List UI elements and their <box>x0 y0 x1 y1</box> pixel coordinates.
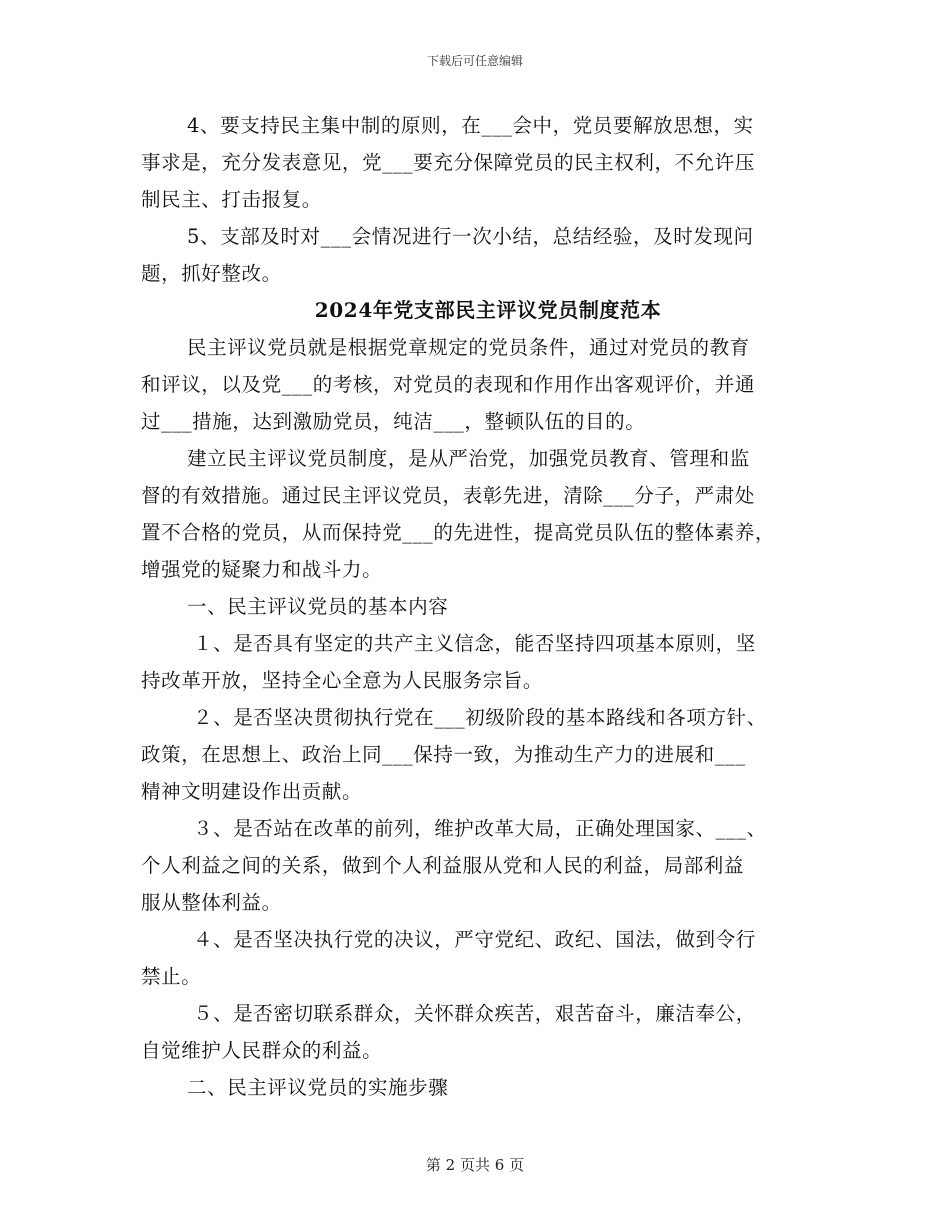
paragraph-line: 精神文明建设作出贡献。 <box>141 780 363 803</box>
paragraph-line: 自觉维护人民群众的利益。 <box>141 1039 383 1062</box>
paragraph-line: ５、是否密切联系群众，关怀群众疾苦，艰苦奋斗，廉洁奉公， <box>193 1002 756 1025</box>
paragraph-line: ４、是否坚决执行党的决议，严守党纪、政纪、国法，做到令行 <box>193 928 756 951</box>
paragraph-line: 和评议，以及党___的考核，对党员的表现和作用作出客观评价，并通 <box>141 373 755 396</box>
paragraph-line: 服从整体利益。 <box>141 891 282 914</box>
paragraph-line: 题，抓好整改。 <box>141 262 282 285</box>
paragraph-line: 政策，在思想上、政治上同___保持一致，为推动生产力的进展和___ <box>141 743 746 766</box>
document-body <box>141 107 813 1106</box>
paragraph-line: 个人利益之间的关系，做到个人利益服从党和人民的利益，局部利益 <box>141 854 745 877</box>
paragraph-line: 建立民主评议党员制度，是从严治党，加强党员教育、管理和监 <box>187 447 750 470</box>
page-header: 下载后可任意编辑 <box>426 54 523 68</box>
document-title: 2024年党支部民主评议党员制度范本 <box>314 298 662 322</box>
paragraph-line: １、是否具有坚定的共产主义信念，能否坚持四项基本原则，坚 <box>193 632 756 655</box>
paragraph-line: 事求是，充分发表意见，党___要充分保障党员的民主权利，不允许压 <box>141 151 755 174</box>
paragraph-line: 5、支部及时对___会情况进行一次小结，总结经验，及时发现问 <box>187 225 754 248</box>
paragraph-line: ２、是否坚决贯彻执行党在___初级阶段的基本路线和各项方针、 <box>193 706 767 729</box>
paragraph-line: 禁止。 <box>141 965 202 988</box>
paragraph-line: 增强党的疑聚力和战斗力。 <box>141 558 383 581</box>
page-footer: 第 2 页共 6 页 <box>425 1156 525 1174</box>
paragraph-line: 持改革开放，坚持全心全意为人民服务宗旨。 <box>141 669 544 692</box>
section-heading: 一、民主评议党员的基本内容 <box>187 595 449 618</box>
paragraph-line: 督的有效措施。通过民主评议党员，表彰先进，清除___分子，严肃处 <box>141 484 755 507</box>
paragraph-line: 民主评议党员就是根据党章规定的党员条件，通过对党员的教育 <box>187 336 750 359</box>
paragraph-line: ３、是否站在改革的前列，维护改革大局，正确处理国家、___、 <box>193 817 767 840</box>
paragraph-line: 制民主、打击报复。 <box>141 188 322 211</box>
paragraph-line: 4、要支持民主集中制的原则，在___会中，党员要解放思想，实 <box>187 114 754 137</box>
paragraph-line: 过___措施，达到激励党员，纯洁___，整顿队伍的目的。 <box>141 410 646 433</box>
section-heading: 二、民主评议党员的实施步骤 <box>187 1076 449 1099</box>
paragraph-line: 置不合格的党员，从而保持党___的先进性，提高党员队伍的整体素养， <box>141 521 776 544</box>
